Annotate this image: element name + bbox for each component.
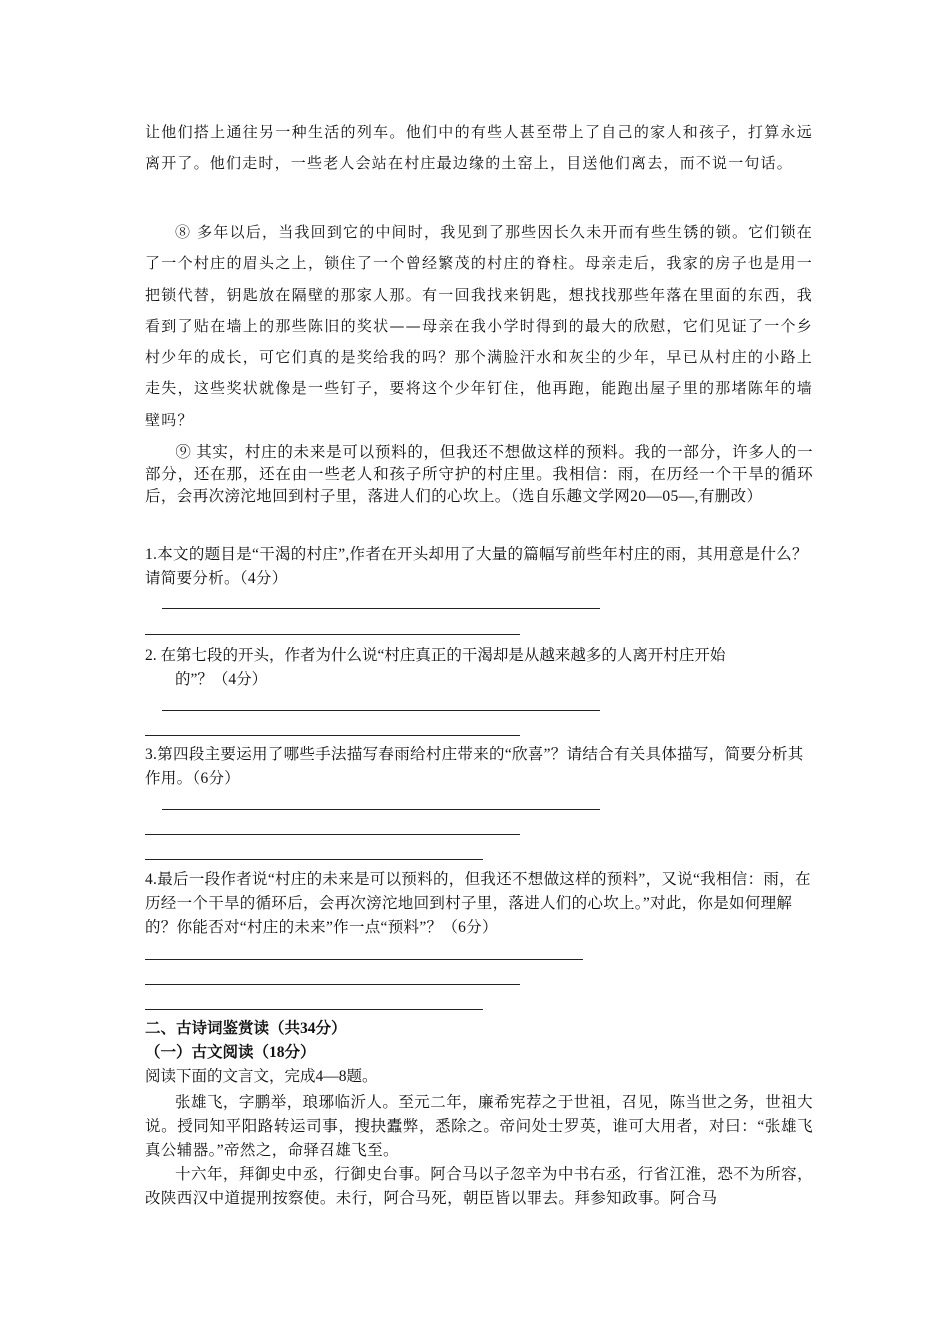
answer-line[interactable] xyxy=(145,959,583,960)
paragraph-9-text: ⑨ 其实，村庄的未来是可以预料的，但我还不想做这样的预料。我的一部分，许多人的一部分，还在那，还在由一些老人和孩子所守护的村庄里。我相信：雨，在历经一个干旱的循环后，会再次滂沱地回到村子里，落进人们的心坎上。（选自乐趣文学网20—05—,有删改） xyxy=(145,444,813,505)
answer-line[interactable] xyxy=(162,608,600,609)
section-heading: 二、古诗词鉴赏读（共34分） xyxy=(145,1020,347,1037)
question-1: 1.本文的题目是“干渴的村庄”,作者在开头却用了大量的篇幅写前些年村庄的雨，其用意是什么？请简要分析。（4分） xyxy=(145,546,808,587)
answer-line[interactable] xyxy=(145,859,483,860)
question-2-line-2: 的”？（4分） xyxy=(175,671,268,688)
answer-line[interactable] xyxy=(145,1009,483,1010)
answer-line[interactable] xyxy=(145,984,520,985)
passage-paragraph-7-tail: 让他们搭上通往另一种生活的列车。他们中的有些人甚至带上了自己的家人和孩子，打算永远离开了。他们走时，一些老人会站在村庄最边缘的土窑上，目送他们离去，而不说一句话。 xyxy=(145,123,813,173)
question-2-line-1: 2. 在第七段的开头，作者为什么说“村庄真正的干渴却是从越来越多的人离开村庄开始 xyxy=(145,647,726,664)
question-3: 3.第四段主要运用了哪些手法描写春雨给村庄带来的“欣喜”？请结合有关具体描写，简要分析其作用。（6分） xyxy=(145,746,804,787)
answer-line[interactable] xyxy=(145,735,520,736)
answer-line[interactable] xyxy=(162,809,600,810)
question-2 xyxy=(145,644,813,692)
classical-paragraph-1-text: 张雄飞，字鹏举，琅琊临沂人。至元二年，廉希宪荐之于世祖，召见，陈当世之务，世祖大说。授同知平阳路转运司事，搜抉蠹弊，悉除之。帝问处士罗英，谁可大用者，对曰：“张雄飞真公辅器。”帝然之，命驿召雄飞至。 xyxy=(145,1094,813,1159)
answer-line[interactable] xyxy=(162,710,600,711)
section-instruction: 阅读下面的文言文，完成4—8题。 xyxy=(145,1068,378,1085)
answer-line[interactable] xyxy=(145,834,520,835)
classical-paragraph-1 xyxy=(145,1091,813,1163)
passage-paragraph-8 xyxy=(145,217,813,436)
passage-paragraph-9 xyxy=(145,442,813,508)
paragraph-8-text: ⑧ 多年以后，当我回到它的中间时，我见到了那些因长久未开而有些生锈的锁。它们锁在了一个村庄的眉头之上，锁住了一个曾经繁茂的村庄的脊柱。母亲走后，我家的房子也是用一把锁代替，钥匙放在隔壁的那家人那。有一回我找来钥匙，想找找那些年落在里面的东西，我看到了贴在墙上的那些陈旧的奖状——母亲在我小学时得到的最大的欣慰，它们见证了一个乡村少年的成长，可它们真的是奖给我的吗？那个满脸汗水和灰尘的少年，早已从村庄的小路上走失，这些奖状就像是一些钉子，要将这个少年钉住，他再跑，能跑出屋子里的那堵陈年的墙壁吗？ xyxy=(145,223,813,429)
classical-paragraph-2 xyxy=(145,1163,813,1211)
classical-paragraph-2-text: 十六年，拜御史中丞，行御史台事。阿合马以子忽辛为中书右丞，行省江淮，恐不为所容，改陕西汉中道提刑按察使。未行，阿合马死，朝臣皆以罪去。拜参知政事。阿合马 xyxy=(145,1166,813,1207)
answer-line[interactable] xyxy=(145,634,520,635)
question-4: 4.最后一段作者说“村庄的未来是可以预料的，但我还不想做这样的预料”，又说“我相信：雨，在历经一个干旱的循环后，会再次滂沱地回到村子里，落进人们的心坎上。”对此，你是如何理解的？你能否对“村庄的未来”作一点“预料”？（6分） xyxy=(145,871,811,936)
subsection-heading: （一）古文阅读（18分） xyxy=(145,1044,316,1061)
